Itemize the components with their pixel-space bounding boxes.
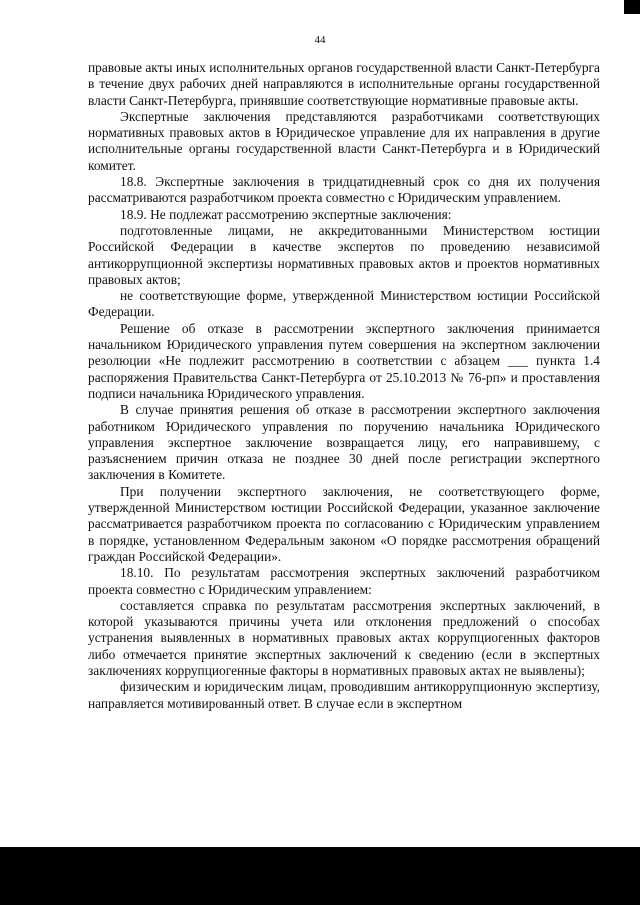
scan-border-bottom xyxy=(0,847,640,905)
paragraph: 18.9. Не подлежат рассмотрению экспертные заключения: xyxy=(120,206,452,222)
paragraph: не соответствующие форме, утвержденной Министерством юстиции Российской Федерации. xyxy=(88,288,600,320)
paragraph: правовые акты иных исполнительных органов государственной власти Санкт-Петербурга в течение двух рабочих дней направляются в исполнительные органы государственной власти Санкт-Петербурга, принявшие соответствующие нормативные правовые акты. xyxy=(88,60,600,108)
paragraph: Экспертные заключения представляются разработчиками соответствующих нормативных правовых актов в Юридическое управление для их направления в другие исполнительные органы государственной власти Санкт-Петербурга и в Юридический комитет. xyxy=(88,108,600,173)
paragraph: При получении экспертного заключения, не соответствующего форме, утвержденной Министерством юстиции Российской Федерации, указанное заключение рассматривается разработчиком проекта по согласованию с Юридическим управлением в порядке, установленном Федеральным законом «О порядке рассмотрения обращений граждан Российской Федерации». xyxy=(88,483,600,564)
paragraph: подготовленные лицами, не аккредитованными Министерством юстиции Российской Федерации в качестве экспертов по проведению независимой антикоррупционной экспертизы нормативных правовых актов и проектов нормативных правовых актов; xyxy=(88,222,600,287)
paragraph: Решение об отказе в рассмотрении экспертного заключения принимается начальником Юридического управления путем совершения на экспертном заключении резолюции «Не подлежит рассмотрению в соответствии с абзацем ___ пункта 1.4 распоряжения Правительства Санкт-Петербурга от 25.10.2013 № 76-рп» и проставления подписи начальника Юридического управления. xyxy=(88,320,600,401)
document-body xyxy=(88,60,600,712)
paragraph: физическим и юридическим лицам, проводившим антикоррупционную экспертизу, направляется мотивированный ответ. В случае если в экспертном xyxy=(88,679,600,711)
page-number: 44 xyxy=(314,34,326,46)
paragraph: В случае принятия решения об отказе в рассмотрении экспертного заключения работником Юридического управления по поручению начальника Юридического управления экспертное заключение возвращается лицу, его направившему, с разъяснением причин отказа не позднее 30 дней после регистрации экспертного заключения в Комитете. xyxy=(88,402,600,483)
paragraph: составляется справка по результатам рассмотрения экспертных заключений, в которой указываются причины учета или отклонения предложений о способах устранения выявленных в нормативных правовых актах коррупциогенных факторов либо отмечается принятие экспертных заключений к сведению (если в экспертных заключениях коррупциогенные факторы в нормативных правовых актах не выявлены); xyxy=(88,597,600,678)
paragraph: 18.8. Экспертные заключения в тридцатидневный срок со дня их получения рассматриваются разработчиком проекта совместно с Юридическим управлением. xyxy=(88,174,600,206)
scan-corner-mark xyxy=(624,0,640,14)
paragraph: 18.10. По результатам рассмотрения экспертных заключений разработчиком проекта совместно с Юридическим управлением: xyxy=(88,565,600,597)
